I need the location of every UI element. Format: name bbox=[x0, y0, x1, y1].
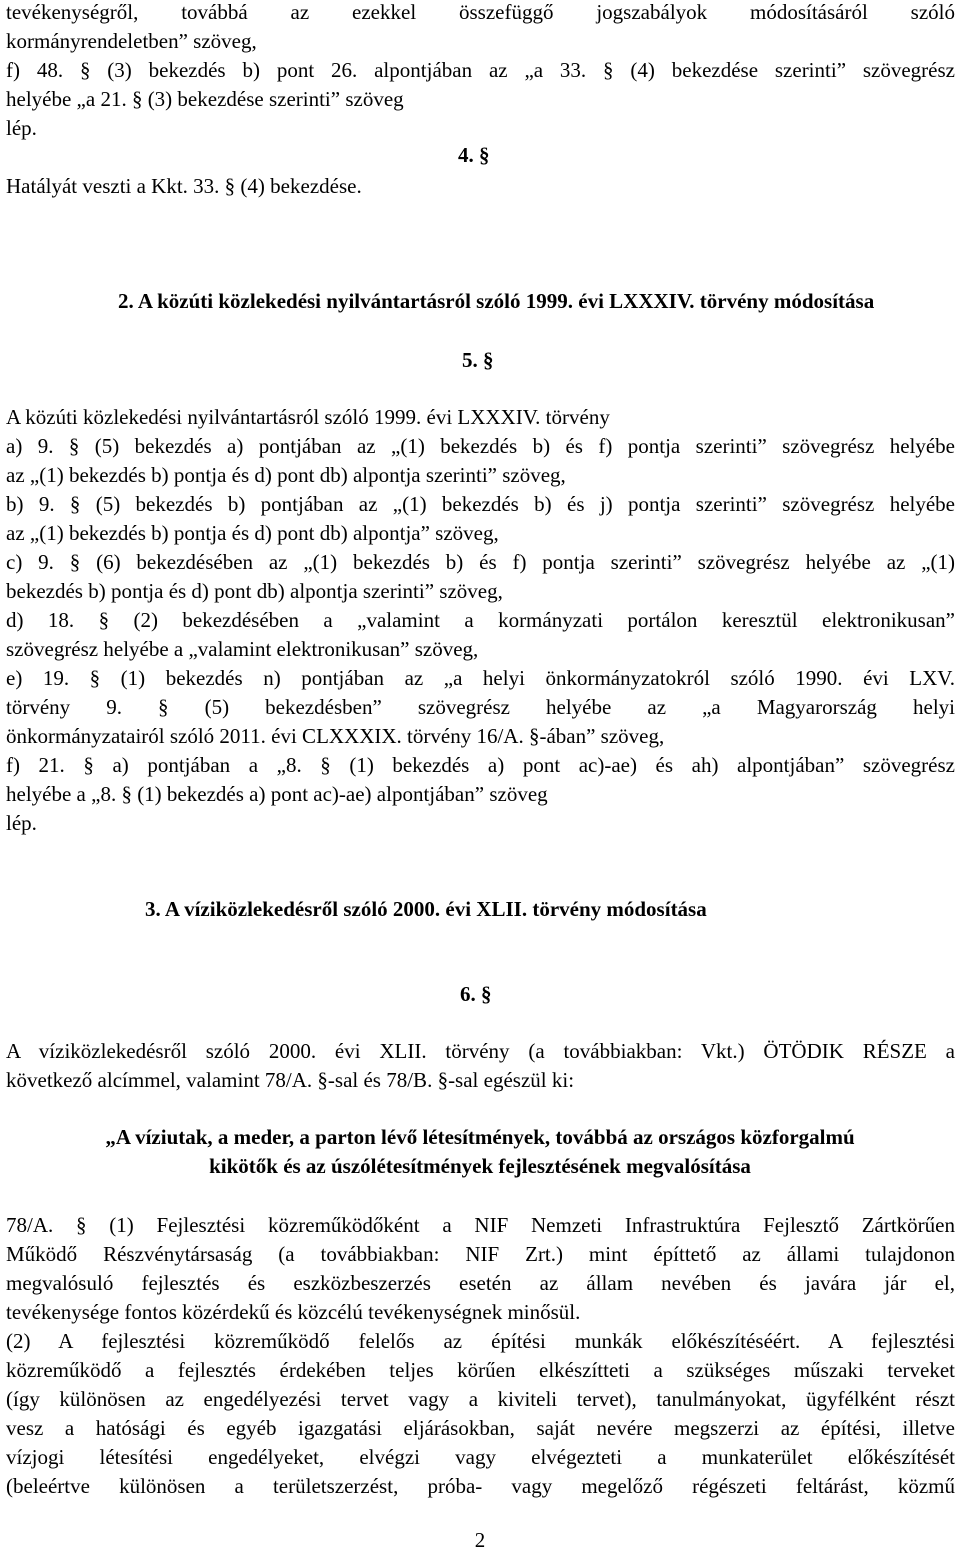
text-line: (beleértve különösen a területszerzést, próba- vagy megelőző régészeti feltárást, közmű bbox=[6, 1474, 955, 1498]
text-line: c) 9. § (6) bekezdésében az „(1) bekezdés b) és f) pontja szerinti” szövegrész helyébe az „(1) bbox=[6, 550, 955, 574]
text-line: önkormányzatairól szóló 2011. évi CLXXXIX. törvény 16/A. §-ában” szöveg, bbox=[6, 724, 665, 748]
section-number: 6. § bbox=[460, 982, 492, 1006]
text-line: vesz a hatósági és egyéb igazgatási eljárásokban, saját nevére megszerzi az építési, illetve bbox=[6, 1416, 955, 1440]
text-line: (így különösen az engedélyezési tervet vagy a kiviteli tervet), tanulmányokat, ügyfélként részt bbox=[6, 1387, 955, 1411]
text-line: f) 21. § a) pontjában a „8. § (1) bekezdés a) pont ac)-ae) és ah) alpontjában” szövegrész bbox=[6, 753, 955, 777]
text-line: 78/A. § (1) Fejlesztési közreműködőként a NIF Nemzeti Infrastruktúra Fejlesztő Zártkörűen bbox=[6, 1213, 955, 1237]
text-line: vízjogi létesítési engedélyeket, elvégzi vagy elvégezteti a munkaterület előkészítését bbox=[6, 1445, 955, 1469]
text-line: A víziközlekedésről szóló 2000. évi XLII. törvény (a továbbiakban: Vkt.) ÖTÖDIK RÉSZE a bbox=[6, 1039, 955, 1063]
page-number: 2 bbox=[474, 1528, 486, 1552]
text-line: lép. bbox=[6, 811, 37, 835]
section-heading: 3. A víziközlekedésről szóló 2000. évi XLII. törvény módosítása bbox=[145, 897, 707, 921]
text-line: lép. bbox=[6, 116, 37, 140]
text-line: tevékenysége fontos közérdekű és közcélú tevékenységnek minősül. bbox=[6, 1300, 581, 1324]
text-line: közreműködő a fejlesztés érdekében teljes körűen elkészítteti a szükséges műszaki terveket bbox=[6, 1358, 955, 1382]
text-line: szövegrész helyébe a „valamint elektronikusan” szöveg, bbox=[6, 637, 479, 661]
text-line: az „(1) bekezdés b) pontja és d) pont db) alpontja szerinti” szöveg, bbox=[6, 463, 566, 487]
section-heading: 2. A közúti közlekedési nyilvántartásról szóló 1999. évi LXXXIV. törvény módosítása bbox=[118, 289, 875, 313]
text-line: törvény 9. § (5) bekezdésben” szövegrész helyébe az „a Magyarország helyi bbox=[6, 695, 955, 719]
text-line: megvalósuló fejlesztés és eszközbeszerzés esetén az állam nevében és javára jár el, bbox=[6, 1271, 955, 1295]
section-number: 5. § bbox=[462, 348, 494, 372]
text-line: az „(1) bekezdés b) pontja és d) pont db) alpontja” szöveg, bbox=[6, 521, 499, 545]
text-line: d) 18. § (2) bekezdésében a „valamint a kormányzati portálon keresztül elektronikusan” bbox=[6, 608, 955, 632]
text-line: (2) A fejlesztési közreműködő felelős az építési munkák előkészítéséért. A fejlesztési bbox=[6, 1329, 955, 1353]
text-line: helyébe a „8. § (1) bekezdés a) pont ac)-ae) alpontjában” szöveg bbox=[6, 782, 548, 806]
text-line: f) 48. § (3) bekezdés b) pont 26. alpontjában az „a 33. § (4) bekezdése szerinti” szövegrész bbox=[6, 58, 955, 82]
text-line: Hatályát veszti a Kkt. 33. § (4) bekezdése. bbox=[6, 174, 362, 198]
text-line: bekezdés b) pontja és d) pont db) alpontja szerinti” szöveg, bbox=[6, 579, 503, 603]
text-line: a) 9. § (5) bekezdés a) pontjában az „(1) bekezdés b) és f) pontja szerinti” szövegrész helyébe bbox=[6, 434, 955, 458]
text-line: kormányrendeletben” szöveg, bbox=[6, 29, 257, 53]
text-line: helyébe „a 21. § (3) bekezdése szerinti” szöveg bbox=[6, 87, 404, 111]
text-line: A közúti közlekedési nyilvántartásról szóló 1999. évi LXXXIV. törvény bbox=[6, 405, 610, 429]
subtitle-line: „A víziutak, a meder, a parton lévő létesítmények, továbbá az országos közforgalmú bbox=[105, 1125, 855, 1149]
text-line: e) 19. § (1) bekezdés n) pontjában az „a helyi önkormányzatokról szóló 1990. évi LXV. bbox=[6, 666, 955, 690]
section-number: 4. § bbox=[458, 143, 490, 167]
subtitle-line: kikötők és az úszólétesítmények fejlesztésének megvalósítása bbox=[209, 1154, 751, 1178]
text-line: következő alcímmel, valamint 78/A. §-sal és 78/B. §-sal egészül ki: bbox=[6, 1068, 575, 1092]
text-line: tevékenységről, továbbá az ezekkel összefüggő jogszabályok módosításáról szóló bbox=[6, 0, 955, 24]
text-line: Működő Részvénytársaság (a továbbiakban: NIF Zrt.) mint építtető az állami tulajdonon bbox=[6, 1242, 955, 1266]
text-line: b) 9. § (5) bekezdés b) pontjában az „(1) bekezdés b) és j) pontja szerinti” szövegrész helyébe bbox=[6, 492, 955, 516]
